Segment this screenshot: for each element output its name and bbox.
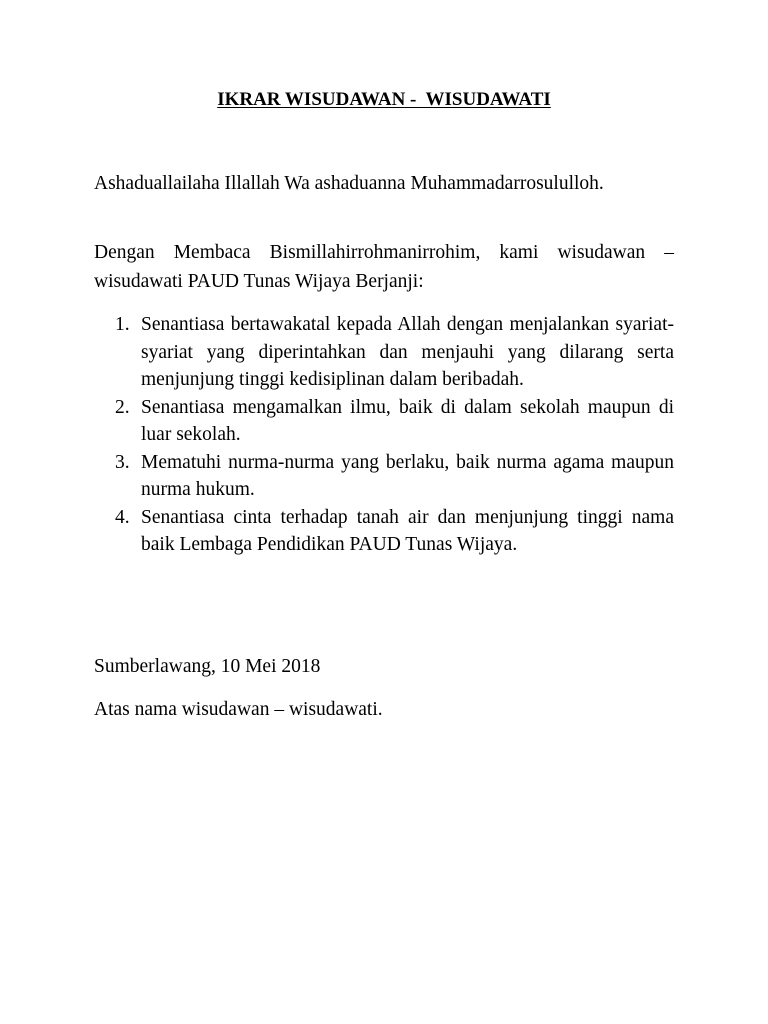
document-title: IKRAR WISUDAWAN - WISUDAWATI: [217, 89, 551, 110]
pledge-text: Senantiasa bertawakatal kepada Allah dengan menjalankan syariat-syariat yang diperintahkan dan menjauhi yang dilarang serta menjunjung tinggi kedisiplinan dalam beribadah.: [141, 314, 674, 390]
pledge-number: 1.: [115, 314, 130, 335]
pledge-list: [112, 311, 674, 559]
pledge-number: 3.: [115, 451, 130, 473]
pledge-item-4: [112, 504, 674, 559]
pledge-text: Senantiasa cinta terhadap tanah air dan menjunjung tinggi nama baik Lembaga Pendidikan PAUD Tunas Wijaya.: [141, 506, 674, 555]
intro-paragraph: Dengan Membaca Bismillahirrohmanirrohim, kami wisudawan – wisudawati PAUD Tunas Wijaya Berjanji:: [94, 242, 674, 292]
on-behalf-line: Atas nama wisudawan – wisudawati.: [94, 699, 383, 720]
pledge-number: 2.: [115, 396, 130, 418]
pledge-number: 4.: [115, 506, 130, 528]
pledge-text: Mematuhi nurma-nurma yang berlaku, baik nurma agama maupun nurma hukum.: [141, 451, 674, 500]
shahada-paragraph: Ashaduallailaha Illallah Wa ashaduanna Muhammadarrosululloh.: [94, 173, 604, 194]
pledge-item-3: [112, 449, 674, 504]
place-date: Sumberlawang, 10 Mei 2018: [94, 656, 321, 677]
pledge-item-2: [112, 394, 674, 449]
pledge-item-1: [112, 311, 674, 394]
pledge-text: Senantiasa mengamalkan ilmu, baik di dalam sekolah maupun di luar sekolah.: [141, 396, 674, 445]
